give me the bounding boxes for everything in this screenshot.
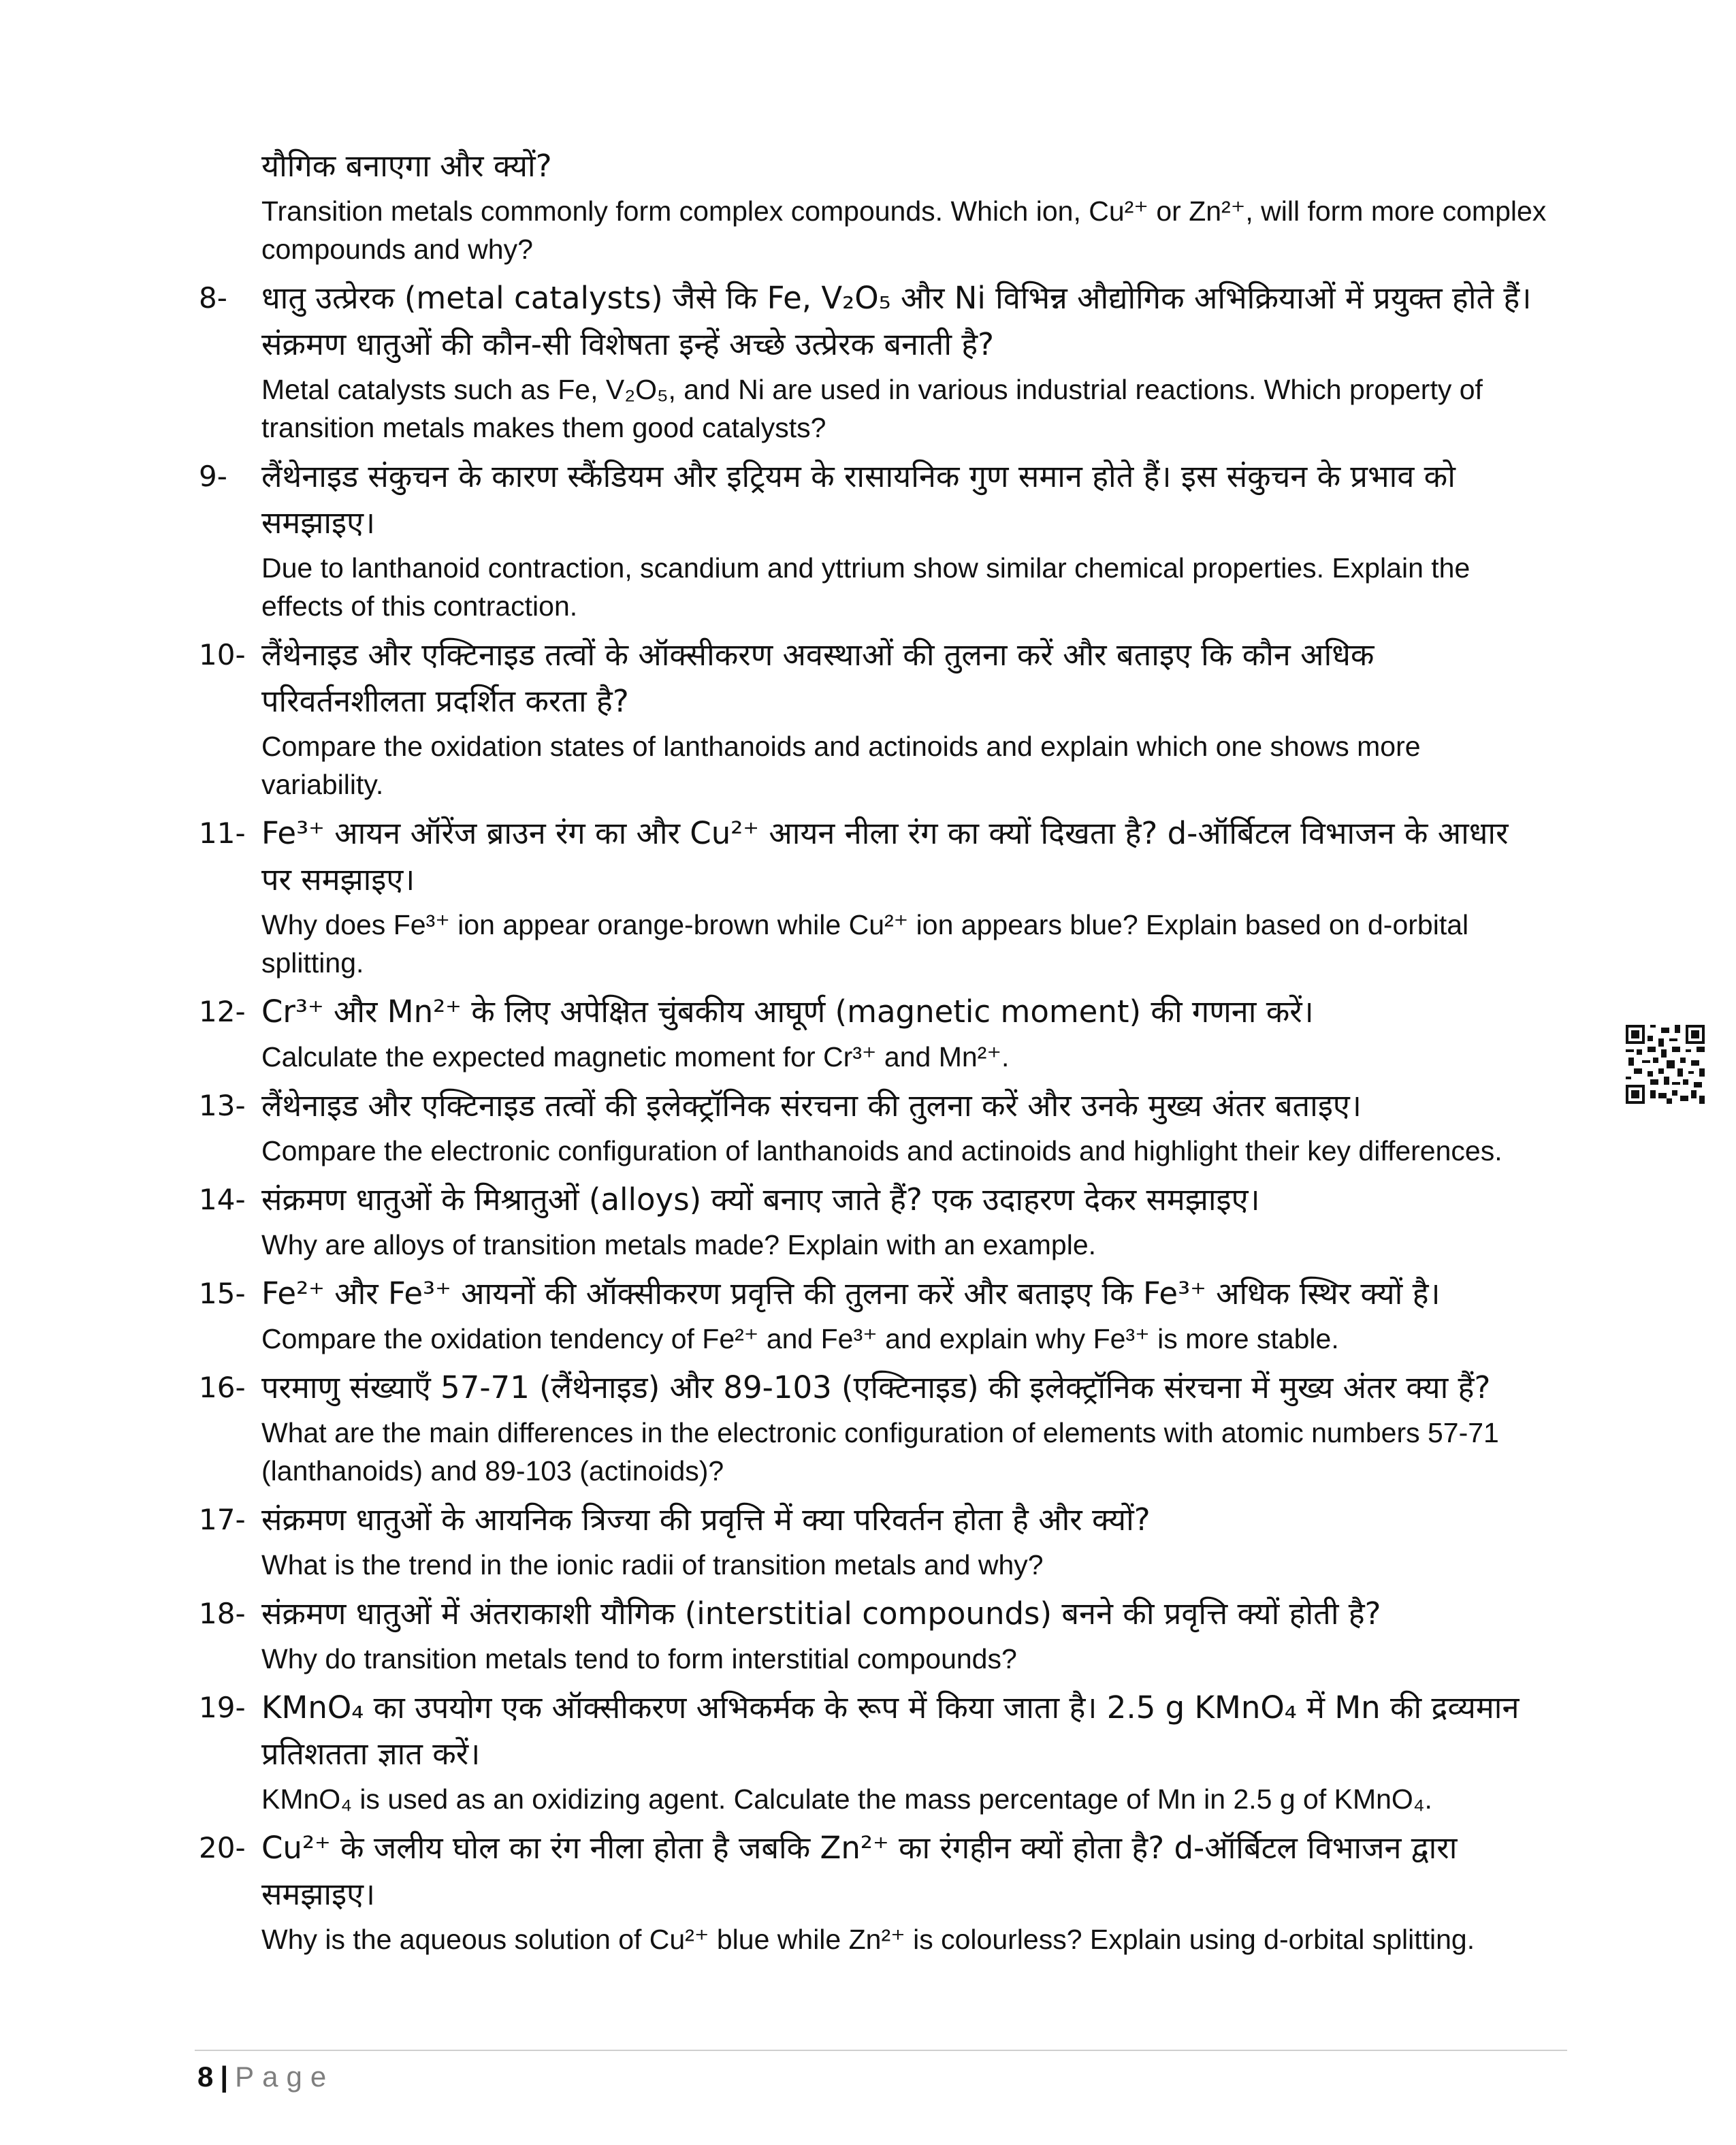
question-hindi: Cr³⁺ और Mn²⁺ के लिए अपेक्षित चुंबकीय आघूर्ण (magnetic moment) की गणना करें। [261, 994, 1314, 1030]
question-hindi: संक्रमण धातुओं में अंतराकाशी यौगिक (interstitial compounds) बनने की प्रवृत्ति क्यों होती है? [261, 1595, 1381, 1632]
question-number: 13- [199, 1089, 246, 1122]
question-item [199, 454, 1547, 625]
question-number: 19- [199, 1691, 246, 1724]
question-list [199, 143, 1547, 1965]
question-item [199, 989, 1547, 1076]
question-hindi: लैंथेनाइड संकुचन के कारण स्कैंडियम और इट्रियम के रासायनिक गुण समान होते हैं। इस संकुचन के प्रभाव को समझाइए। [261, 458, 1456, 541]
question-number: 18- [199, 1597, 246, 1630]
footer-separator: | [220, 2061, 229, 2093]
question-hindi: KMnO₄ का उपयोग एक ऑक्सीकरण अभिकर्मक के रूप में किया जाता है। 2.5 g KMnO₄ में Mn की द्रव्यमान प्रतिशतता ज्ञात करें। [261, 1689, 1520, 1772]
question-english: Compare the oxidation states of lanthanoids and actinoids and explain which one shows more variability. [261, 731, 1421, 800]
question-english: Metal catalysts such as Fe, V₂O₅, and Ni are used in various industrial reactions. Which property of transition metals makes them good catalysts? [261, 374, 1483, 443]
question-item [199, 1497, 1547, 1584]
question-item [199, 1685, 1547, 1818]
question-english: Transition metals commonly form complex compounds. Which ion, Cu²⁺ or Zn²⁺, will form more complex compounds and why? [261, 195, 1547, 265]
question-hindi: लैंथेनाइड और एक्टिनाइड तत्वों के ऑक्सीकरण अवस्थाओं की तुलना करें और बताइए कि कौन अधिक परिवर्तनशीलता प्रदर्शित करता है? [261, 637, 1375, 719]
question-english: Due to lanthanoid contraction, scandium and yttrium show similar chemical properties. Explain the effects of this contraction. [261, 552, 1470, 622]
question-number: 16- [199, 1371, 246, 1404]
question-english: Compare the oxidation tendency of Fe²⁺ and Fe³⁺ and explain why Fe³⁺ is more stable. [261, 1323, 1339, 1354]
question-english: Why is the aqueous solution of Cu²⁺ blue while Zn²⁺ is colourless? Explain using d-orbital splitting. [261, 1924, 1475, 1955]
question-item [199, 1271, 1547, 1358]
question-item [199, 143, 1547, 268]
question-item [199, 1083, 1547, 1170]
question-english: KMnO₄ is used as an oxidizing agent. Calculate the mass percentage of Mn in 2.5 g of KMnO₄. [261, 1783, 1432, 1815]
question-english: Compare the electronic configuration of lanthanoids and actinoids and highlight their key differences. [261, 1135, 1502, 1166]
question-hindi: Fe²⁺ और Fe³⁺ आयनों की ऑक्सीकरण प्रवृत्ति की तुलना करें और बताइए कि Fe³⁺ अधिक स्थिर क्यों है। [261, 1275, 1441, 1312]
question-item [199, 275, 1547, 447]
qr-code-icon [1626, 1025, 1705, 1104]
question-item [199, 1825, 1547, 1958]
footer-divider [195, 2050, 1567, 2051]
question-english: Calculate the expected magnetic moment for Cr³⁺ and Mn²⁺. [261, 1041, 1010, 1072]
question-number: 20- [199, 1831, 246, 1864]
question-hindi: संक्रमण धातुओं के आयनिक त्रिज्या की प्रवृत्ति में क्या परिवर्तन होता है और क्यों? [261, 1502, 1151, 1538]
question-english: Why do transition metals tend to form interstitial compounds? [261, 1643, 1017, 1674]
question-english: What is the trend in the ionic radii of transition metals and why? [261, 1549, 1044, 1580]
question-number: 14- [199, 1183, 246, 1216]
question-hindi: परमाणु संख्याएँ 57-71 (लैंथेनाइड) और 89-103 (एक्टिनाइड) की इलेक्ट्रॉनिक संरचना में मुख्य अंतर क्या हैं? [261, 1369, 1491, 1405]
question-english: What are the main differences in the electronic configuration of elements with atomic numbers 57-71 (lanthanoids) and 89-103 (actinoids)? [261, 1417, 1499, 1487]
question-item [199, 1365, 1547, 1490]
question-item [199, 1177, 1547, 1264]
question-number: 12- [199, 995, 246, 1028]
question-hindi: लैंथेनाइड और एक्टिनाइड तत्वों की इलेक्ट्रॉनिक संरचना की तुलना करें और उनके मुख्य अंतर बताइए। [261, 1087, 1362, 1124]
question-number: 10- [199, 638, 246, 671]
page-label: Page [235, 2061, 335, 2093]
page-footer [197, 2061, 334, 2093]
question-english: Why are alloys of transition metals made? Explain with an example. [261, 1229, 1097, 1260]
question-hindi: Cu²⁺ के जलीय घोल का रंग नीला होता है जबकि Zn²⁺ का रंगहीन क्यों होता है? d-ऑर्बिटल विभाजन द्वारा समझाइए। [261, 1830, 1458, 1912]
question-item [199, 1591, 1547, 1678]
question-number: 17- [199, 1503, 246, 1536]
question-item [199, 810, 1547, 982]
question-item [199, 632, 1547, 804]
question-english: Why does Fe³⁺ ion appear orange-brown while Cu²⁺ ion appears blue? Explain based on d-orbital splitting. [261, 909, 1469, 979]
question-number: 9- [199, 460, 227, 493]
question-hindi: संक्रमण धातुओं के मिश्रातुओं (alloys) क्यों बनाए जाते हैं? एक उदाहरण देकर समझाइए। [261, 1181, 1260, 1218]
question-hindi: Fe³⁺ आयन ऑरेंज ब्राउन रंग का और Cu²⁺ आयन नीला रंग का क्यों दिखता है? d-ऑर्बिटल विभाजन के आधार पर समझाइए। [261, 815, 1509, 897]
question-number: 8- [199, 281, 227, 315]
page-number: 8 [197, 2061, 214, 2093]
question-number: 11- [199, 816, 246, 850]
question-number: 15- [199, 1277, 246, 1310]
question-hindi: यौगिक बनाएगा और क्यों? [261, 148, 552, 184]
question-hindi: धातु उत्प्रेरक (metal catalysts) जैसे कि Fe, V₂O₅ और Ni विभिन्न औद्योगिक अभिक्रियाओं में प्रयुक्त होते हैं। संक्रमण धातुओं की कौन-सी विशेषता इन्हें अच्छे उत्प्रेरक बनाती है? [261, 280, 1532, 362]
